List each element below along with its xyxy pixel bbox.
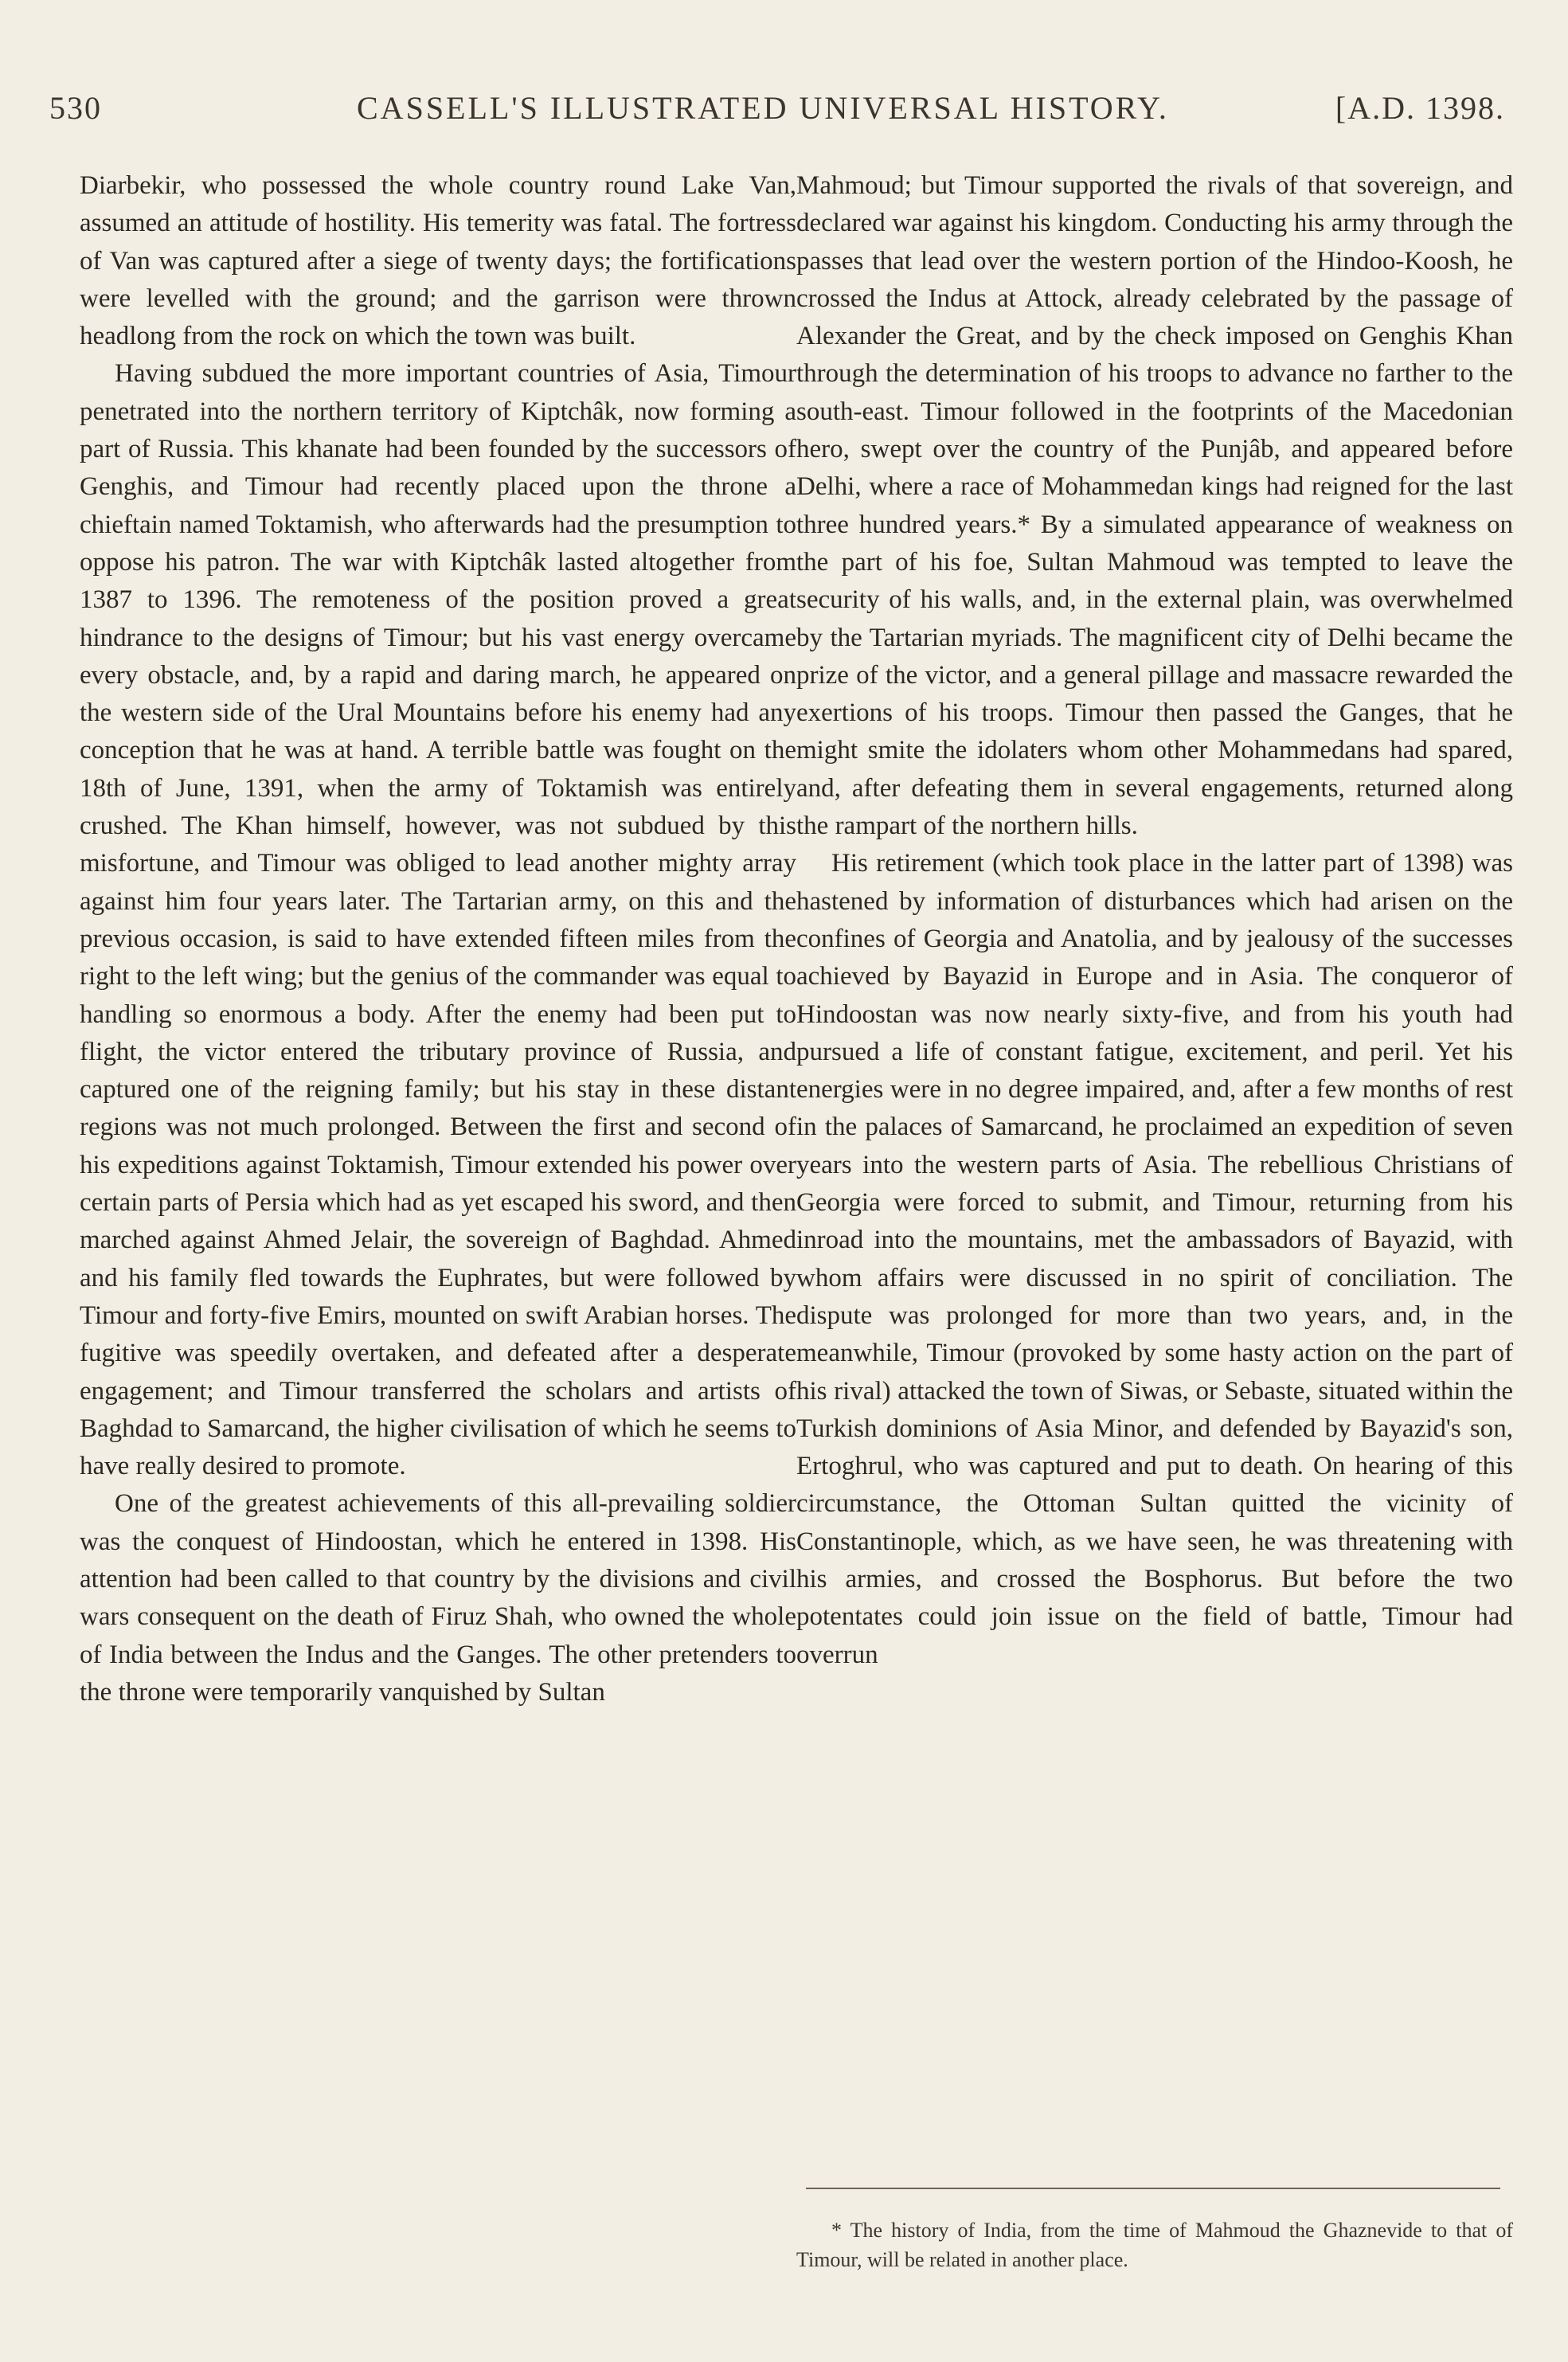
running-header (49, 89, 1505, 137)
header-date: [A.D. 1398. (1335, 90, 1505, 126)
left-column (80, 167, 796, 1711)
paragraph: Having subdued the more important countries of Asia, Timour penetrated into the northern territory of Kiptchâk, now forming a part of Russia. This khanate had been founded by the successors of Genghis, and Timour had recently placed upon the throne a chieftain named Toktamish, who afterwards had the presumption to oppose his patron. The war with Kiptchâk lasted altogether from 1387 to 1396. The remoteness of the position proved a great hindrance to the designs of Timour; but his vast energy overcame every obstacle, and, by a rapid and daring march, he appeared on the western side of the Ural Mountains before his enemy had any conception that he was at hand. A terrible battle was fought on the 18th of June, 1391, when the army of Toktamish was entirely crushed. The Khan himself, however, was not subdued by this misfortune, and Timour was obliged to lead another mighty array against him four years later. The Tartarian army, on this and the previous occasion, is said to have extended fifteen miles from the right to the left wing; but the genius of the commander was equal to handling so enormous a body. After the enemy had been put to flight, the victor entered the tributary province of Russia, and captured one of the reigning family; but his stay in these distant regions was not much prolonged. Between the first and second of his expeditions against Toktamish, Timour extended his power over certain parts of Persia which had as yet escaped his sword, and then marched against Ahmed Jelair, the sovereign of Baghdad. Ahmed and his family fled towards the Euphrates, but were followed by Timour and forty-five Emirs, mounted on swift Arabian horses. The fugitive was speedily overtaken, and defeated after a desperate engagement; and Timour transferred the scholars and artists of Baghdad to Samarcand, the higher civilisation of which he seems to have really desired to promote. (80, 359, 796, 1481)
footnote: * The history of India, from the time of Mahmoud the Ghaznevide to that of Timour, will be related in another place. (796, 2219, 1513, 2271)
paragraph: Diarbekir, who possessed the whole country round Lake Van, assumed an attitude of hostility. His temerity was fatal. The fortress of Van was captured after a siege of twenty days; the fortifications were levelled with the ground; and the garrison were thrown headlong from the rock on which the town was built. (80, 171, 796, 351)
footnote-divider (806, 2188, 1500, 2189)
right-column (796, 167, 1513, 1674)
paragraph: His retirement (which took place in the latter part of 1398) was hastened by information of disturbances which had arisen on the confines of Georgia and Anatolia, and by jealousy of the successes achieved by Bayazid in Europe and in Asia. The conqueror of Hindoostan was now nearly sixty-five, and from his youth had pursued a life of constant fatigue, excitement, and peril. Yet his energies were in no degree impaired, and, after a few months of rest in the palaces of Samarcand, he proclaimed an expedition of seven years into the western parts of Asia. The rebellious Christians of Georgia were forced to submit, and Timour, returning from his inroad into the mountains, met the ambassadors of Bayazid, with whom affairs were discussed in no spirit of conciliation. The dispute was prolonged for more than two years, and, in the meanwhile, Timour (provoked by some hasty action on the part of his rival) attacked the town of Siwas, or Sebaste, situated within the Turkish dominions of Asia Minor, and defended by Bayazid's son, Ertoghrul, who was captured and put to death. On hearing of this circumstance, the Ottoman Sultan quitted the vicinity of Constantinople, which, as we have seen, he was threatening with his armies, and crossed the Bosphorus. But before the two potentates could join issue on the field of battle, Timour had overrun (796, 849, 1513, 1669)
page-number: 530 (49, 90, 102, 126)
running-title: CASSELL'S ILLUSTRATED UNIVERSAL HISTORY. (357, 90, 1169, 126)
paragraph: One of the greatest achievements of this all-prevailing soldier was the conquest of Hindoostan, which he entered in 1398. His attention had been called to that country by the divisions and civil wars consequent on the death of Firuz Shah, who owned the whole of India between the Indus and the Ganges. The other pretenders to the throne were temporarily vanquished by Sultan (80, 1489, 796, 1707)
paragraph: Mahmoud; but Timour supported the rivals of that sovereign, and declared war against his kingdom. Conducting his army through the passes that lead over the western portion of the Hindoo-Koosh, he crossed the Indus at Attock, already celebrated by the passage of Alexander the Great, and by the check imposed on Genghis Khan through the determination of his troops to advance no farther to the south-east. Timour followed in the footprints of the Macedonian hero, swept over the country of the Punjâb, and appeared before Delhi, where a race of Mohammedan kings had reigned for the last three hundred years.* By a simulated appearance of weakness on the part of his foe, Sultan Mahmoud was tempted to leave the security of his walls, and, in the external plain, was overwhelmed by the Tartarian myriads. The magnificent city of Delhi became the prize of the victor, and a general pillage and massacre rewarded the exertions of his troops. Timour then passed the Ganges, that he might smite the idolaters whom other Mohammedans had spared, and, after defeating them in several engagements, returned along the rampart of the northern hills. (796, 171, 1513, 841)
